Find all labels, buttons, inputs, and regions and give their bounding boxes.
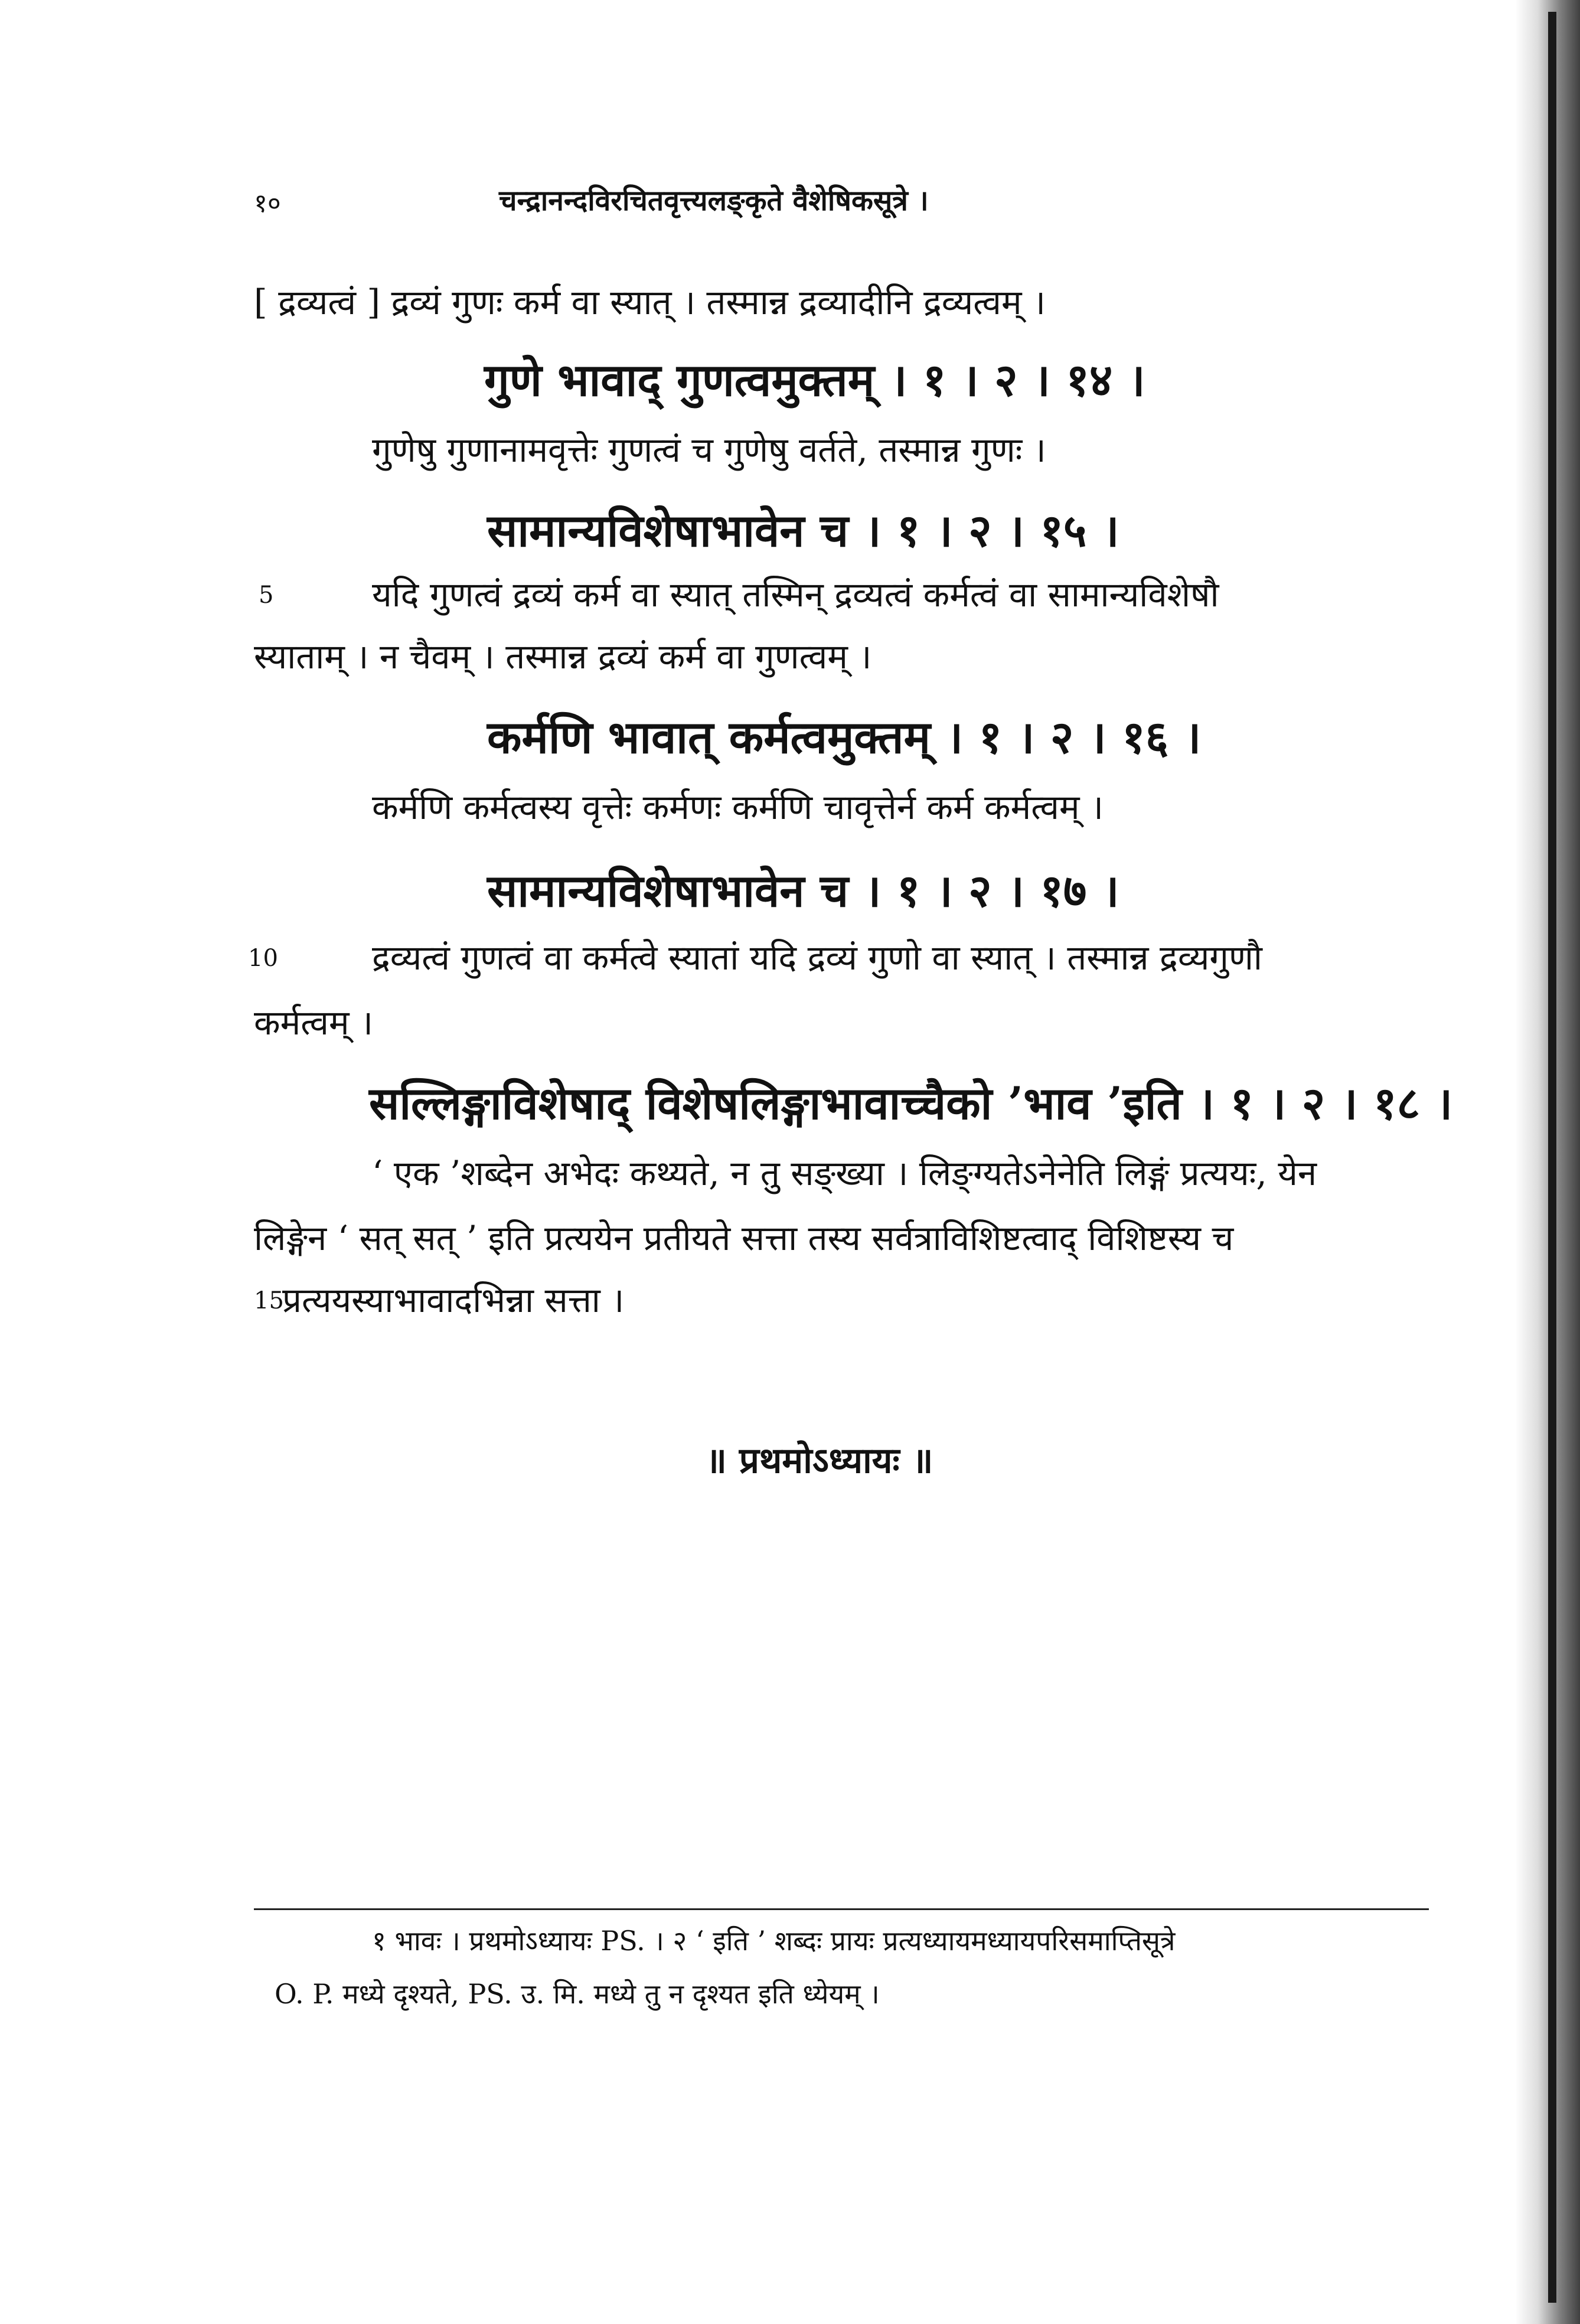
- commentary-line: लिङ्गेन ‘ सत् सत् ’ इति प्रत्ययेन प्रतीयते सत्ता तस्य सर्वत्राविशिष्टत्वाद् विशिष्टस्य च: [254, 1218, 1234, 1258]
- sutra-1-2-16: कर्मणि भावात् कर्मत्वमुक्तम् । १ । २ । १६ ।: [487, 711, 1202, 763]
- sutra-1-2-18: सल्लिङ्गाविशेषाद् विशेषलिङ्गाभावाच्चैको ’भाव ’इति । १ । २ । १८ ।: [369, 1077, 1453, 1130]
- footnote-line: १ भावः । प्रथमोऽध्यायः PS. । २ ‘ इति ’ शब्दः प्रायः प्रत्यध्यायमध्यायपरिसमाप्तिसूत्रे: [372, 1925, 1176, 1957]
- line-number: 15: [254, 1287, 284, 1314]
- commentary-line: कर्मणि कर्मत्वस्य वृत्तेः कर्मणः कर्मणि चावृत्तेर्न कर्म कर्मत्वम् ।: [372, 787, 1104, 827]
- sutra-1-2-14: गुणे भावाद् गुणत्वमुक्तम् । १ । २ । १४ ।: [484, 354, 1145, 406]
- page-edge-shadow: [1515, 0, 1580, 2324]
- line-number: 10: [248, 945, 278, 972]
- line-number: 5: [259, 582, 274, 609]
- running-head: चन्द्रानन्दविरचितवृत्त्यलङ्कृते वैशेषिकसूत्रे ।: [499, 184, 929, 217]
- commentary-line: प्रत्ययस्याभावादभिन्ना सत्ता ।: [282, 1280, 625, 1320]
- page-binding-edge: [1548, 12, 1556, 2303]
- footnote-divider: [254, 1908, 1429, 1910]
- commentary-line: स्याताम् । न चैवम् । तस्मान्न द्रव्यं कर्म वा गुणत्वम् ।: [254, 637, 872, 677]
- commentary-line: कर्मत्वम् ।: [254, 1003, 373, 1043]
- sutra-1-2-17: सामान्यविशेषाभावेन च । १ । २ । १७ ।: [487, 864, 1119, 917]
- footnote-line: O. P. मध्ये दृश्यते, PS. उ. मि. मध्ये तु न दृश्यत इति ध्येयम् ।: [275, 1978, 880, 2010]
- chapter-end-marker: ॥ प्रथमोऽध्यायः ॥: [706, 1440, 933, 1481]
- commentary-line: ‘ एक ’शब्देन अभेदः कथ्यते, न तु सङ्ख्या । लिङ्ग्यतेऽनेनेति लिङ्गं प्रत्ययः, येन: [372, 1153, 1317, 1193]
- page-number: १०: [254, 188, 281, 218]
- commentary-line: यदि गुणत्वं द्रव्यं कर्म वा स्यात् तस्मिन् द्रव्यत्वं कर्मत्वं वा सामान्यविशेषौ: [372, 575, 1219, 615]
- sutra-1-2-15: सामान्यविशेषाभावेन च । १ । २ । १५ ।: [487, 504, 1119, 557]
- commentary-line: द्रव्यत्वं गुणत्वं वा कर्मत्वे स्यातां यदि द्रव्यं गुणो वा स्यात् । तस्मान्न द्रव्यगुणौ: [372, 938, 1262, 978]
- commentary-line: गुणेषु गुणानामवृत्तेः गुणत्वं च गुणेषु वर्तते, तस्मान्न गुणः ।: [372, 430, 1046, 470]
- commentary-line: [ द्रव्यत्वं ] द्रव्यं गुणः कर्म वा स्यात् । तस्मान्न द्रव्यादीनि द्रव्यत्वम् ।: [254, 282, 1046, 322]
